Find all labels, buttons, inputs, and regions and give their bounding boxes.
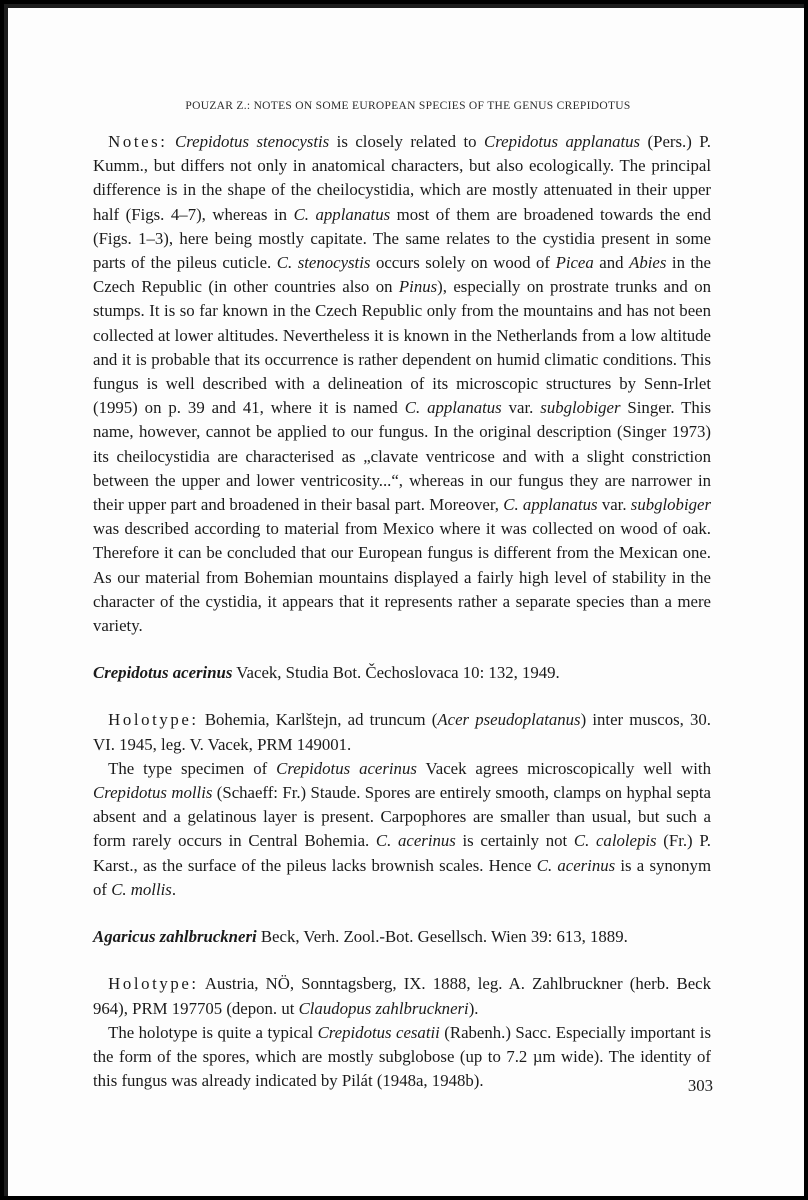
entry-heading-agaricus-zahlbruckneri <box>93 925 711 949</box>
species-name: C. applanatus <box>293 204 391 224</box>
species-name: C. mollis <box>111 879 172 899</box>
variety-name: subglobiger <box>540 398 621 418</box>
holotype-label: Holotype: <box>108 974 199 994</box>
holotype-paragraph: Holotype: Bohemia, Karlštejn, ad truncum (Acer pseudoplatanus) inter muscos, 30. VI. 1945, leg. V. Vacek, PRM 149001. <box>93 710 711 754</box>
running-head: POUZAR Z.: NOTES ON SOME EUROPEAN SPECIES OF THE GENUS CREPIDOTUS <box>185 100 631 112</box>
species-name: Crepidotus cesatii <box>317 1022 440 1042</box>
taxon-name: Agaricus zahlbruckneri <box>93 927 257 947</box>
entry-heading-crepidotus-acerinus <box>93 661 711 685</box>
species-name: C. applanatus <box>503 495 598 515</box>
species-name: C. stenocystis <box>276 253 371 273</box>
taxon-name: Claudopus zahlbruckneri <box>298 998 469 1018</box>
discussion-paragraph: The holotype is quite a typical Crepidotus cesatii (Rabenh.) Sacc. Especially important is the form of the spores, which are mostly subglobose (up to 7.2 µm wide). The identity of this fungus was already indicated by Pilát (1948a, 1948b). <box>93 1022 711 1091</box>
genus-name: Picea <box>555 253 594 273</box>
article-body <box>93 130 711 1093</box>
taxon-name: Crepidotus acerinus <box>93 663 233 683</box>
species-name: C. applanatus <box>404 398 502 418</box>
notes-paragraph: Notes: Crepidotus stenocystis is closely related to Crepidotus applanatus (Pers.) P. Kumm., but differs not only in anatomical characters, but also ecologically. The principal difference is in the shape of the cheilocystidia, which are mostly attenuated in their upper half (Figs. 4–7), whereas in C. applanatus most of them are broadened towards the end (Figs. 1–3), here being mostly capitate. The same relates to the cystidia present in some parts of the pileus cuticle. C. stenocystis occurs solely on wood of Picea and Abies in the Czech Republic (in other countries also on Pinus), especially on prostrate trunks and on stumps. It is so far known in the Czech Republic only from the mountains and has not been collected at lower altitudes. Nevertheless it is known in the Netherlands from a low altitude and it is probable that its occurrence is rather dependent on humid climatic conditions. This fungus is well described with a delineation of its microscopic structures by Senn-Irlet (1995) on p. 39 and 41, where it is named C. applanatus var. subglobiger Singer. This name, however, cannot be applied to our fungus. In the original description (Singer 1973) its cheilocystidia are characterised as „clavate ventricose and with a slight constriction between the upper and lower ventricosity...“, whereas in our fungus they are narrower in their upper part and broadened in their basal part. Moreover, C. applanatus var. subglobiger was described according to material from Mexico where it was collected on wood of oak. Therefore it can be concluded that our European fungus is different from the Mexican one. As our material from Bohemian mountains displayed a fairly high level of stability in the character of the cystidia, it appears that it represents rather a separate species than a mere variety. <box>93 132 711 636</box>
species-name: C. acerinus <box>375 831 456 851</box>
taxon-citation: Vacek, Studia Bot. Čechoslovaca 10: 132, 1949. <box>232 663 560 683</box>
species-name: C. calolepis <box>573 831 657 851</box>
discussion-paragraph: The type specimen of Crepidotus acerinus Vacek agrees microscopically well with Crepidotus mollis (Schaeff: Fr.) Staude. Spores are entirely smooth, clamps on hyphal septa absent and a gelatinous layer is present. Carpophores are smaller than usual, but such a form rarely occurs in Central Bohemia. C. acerinus is certainly not C. calolepis (Fr.) P. Karst., as the surface of the pileus lacks brownish scales. Hence C. acerinus is a synonym of C. mollis. <box>93 758 712 899</box>
genus-name: Pinus <box>398 277 438 297</box>
taxon-citation: Beck, Verh. Zool.-Bot. Gesellsch. Wien 39: 613, 1889. <box>256 927 628 947</box>
notes-label: Notes: <box>108 132 168 151</box>
species-name: C. acerinus <box>536 855 616 875</box>
host-name: Acer pseudoplatanus <box>437 710 581 730</box>
species-name: Crepidotus mollis <box>93 783 213 803</box>
holotype-label: Holotype: <box>108 710 199 730</box>
species-name: Crepidotus acerinus <box>276 758 417 778</box>
variety-name: subglobiger <box>630 495 711 515</box>
species-name: Crepidotus stenocystis <box>175 132 330 151</box>
holotype-paragraph: Holotype: Austria, NÖ, Sonntagsberg, IX. 1888, leg. A. Zahlbruckner (herb. Beck 964), PRM 197705 (depon. ut Claudopus zahlbruckneri). <box>93 974 711 1018</box>
page-number: 303 <box>687 1076 713 1095</box>
genus-name: Abies <box>629 253 667 273</box>
species-name: Crepidotus applanatus <box>484 132 641 151</box>
page <box>4 4 804 1196</box>
